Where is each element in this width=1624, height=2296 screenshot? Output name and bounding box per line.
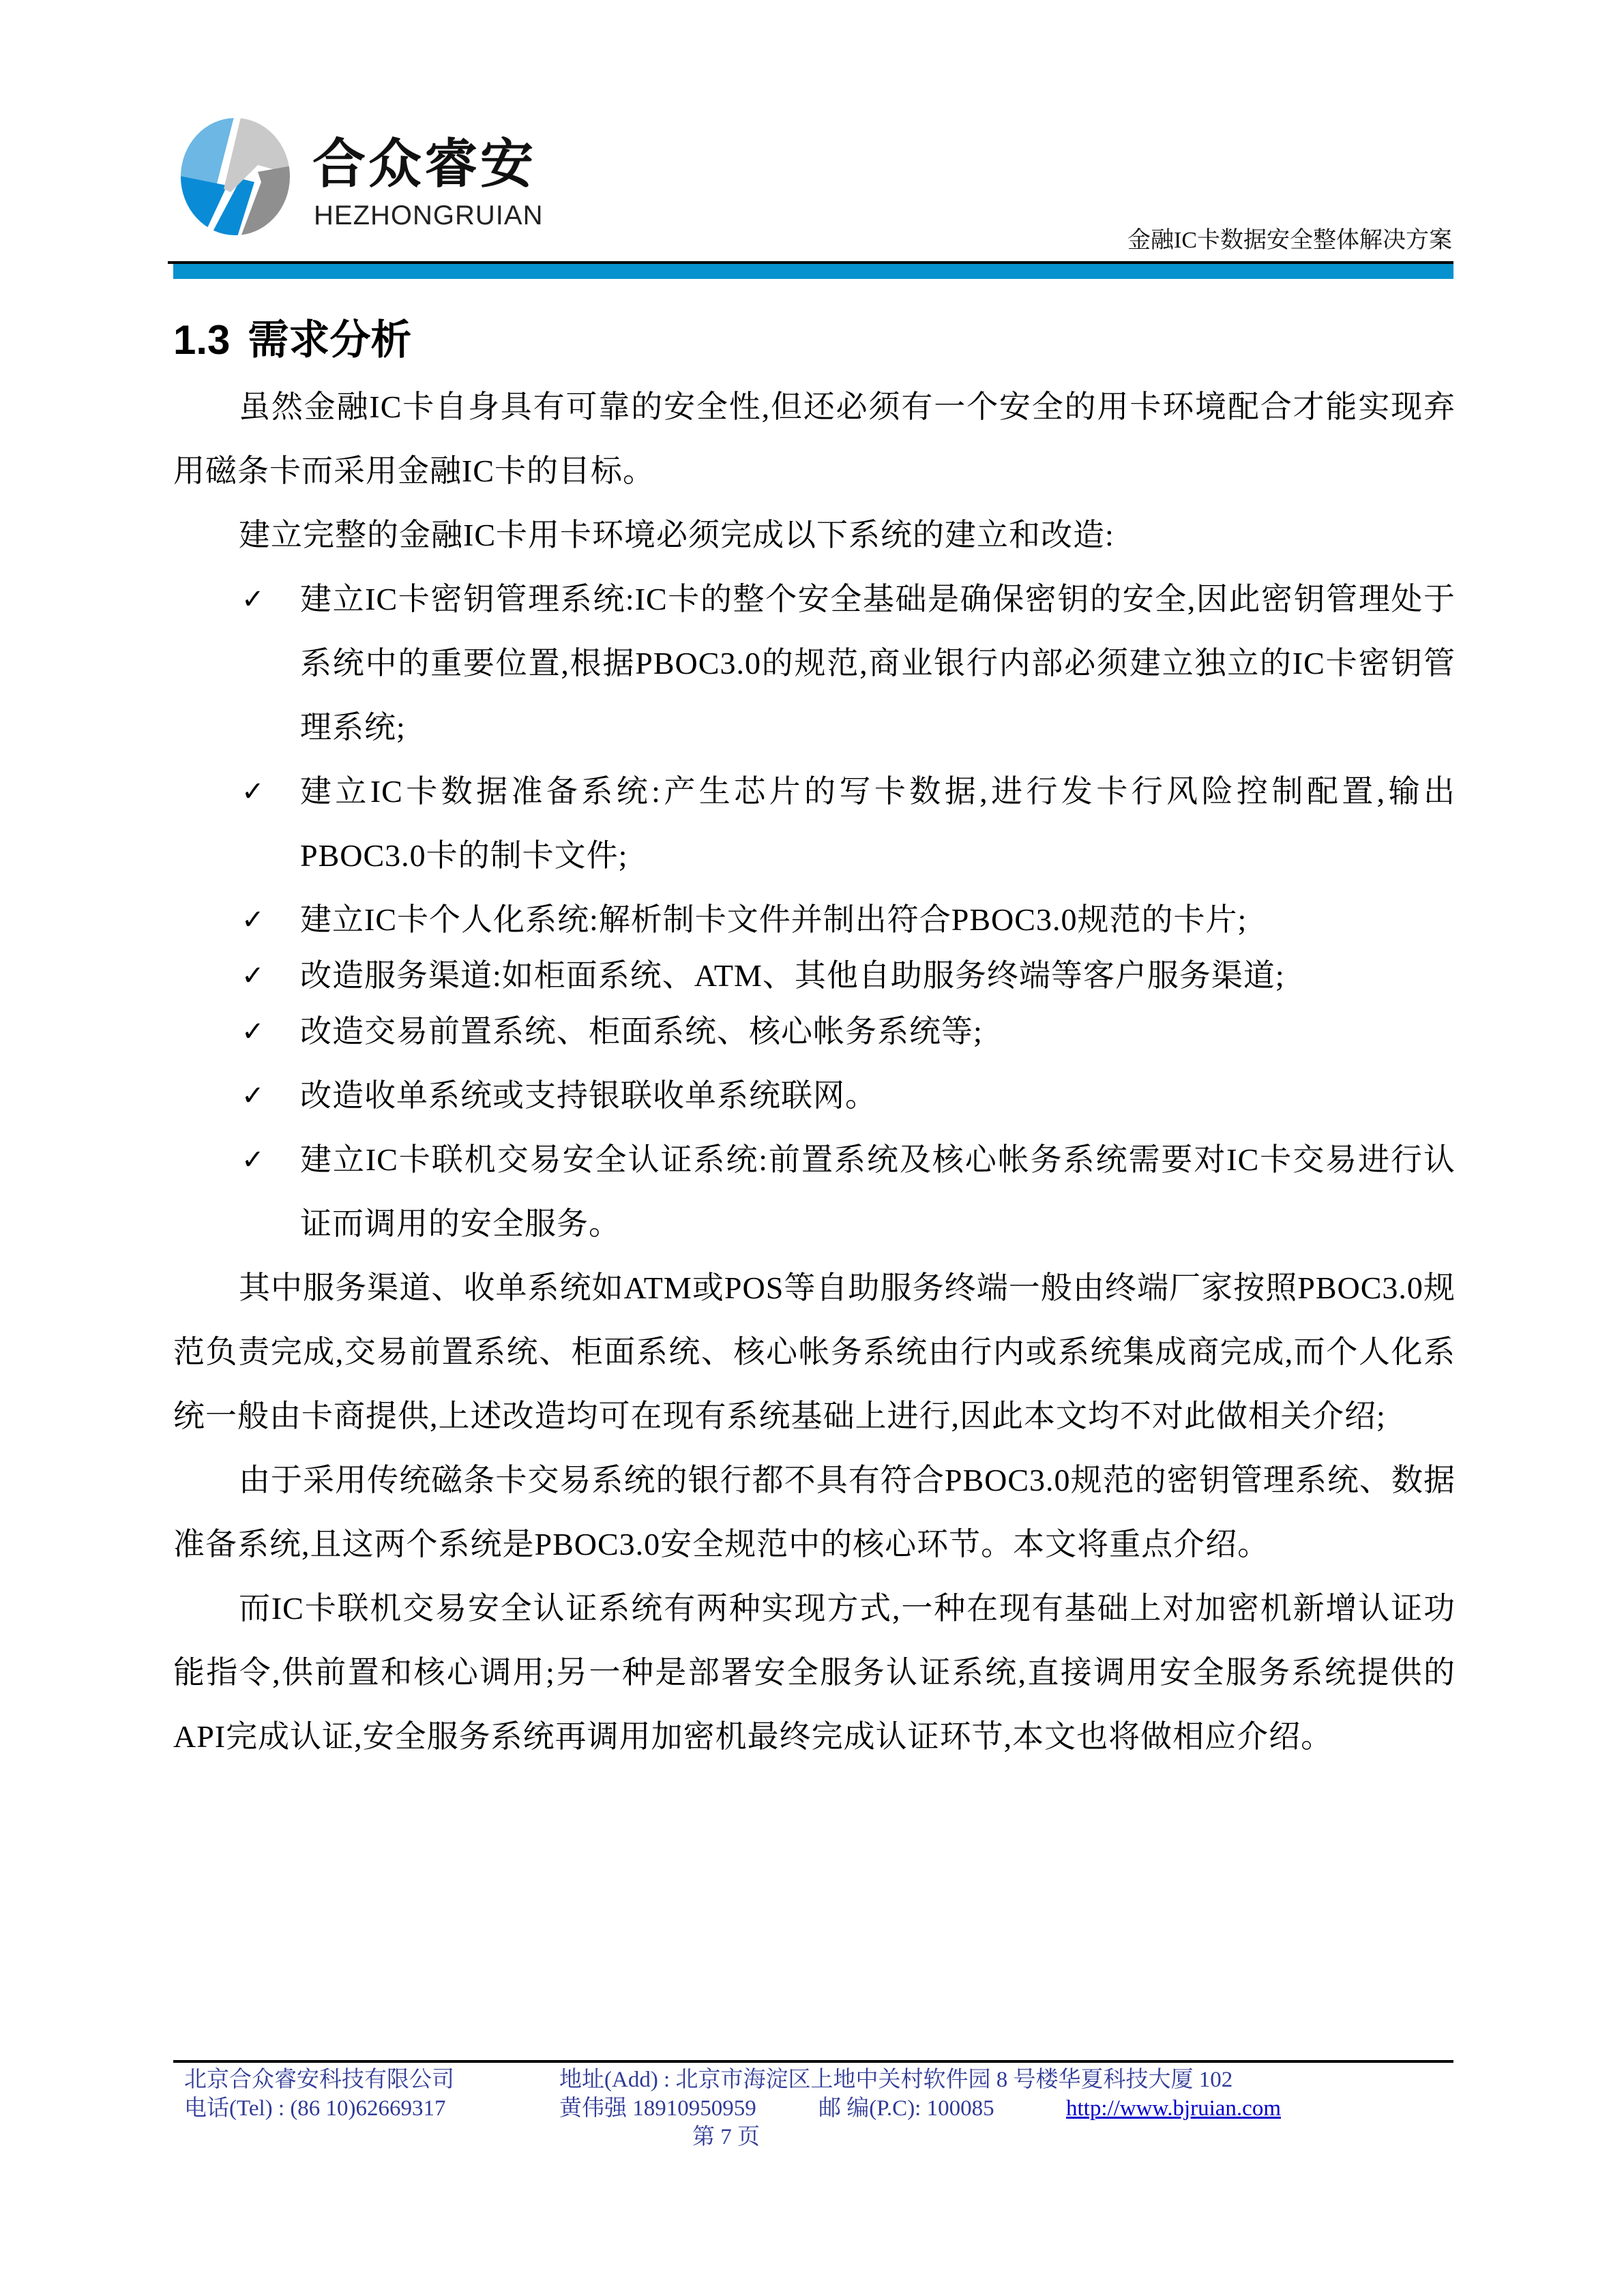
paragraph: 由于采用传统磁条卡交易系统的银行都不具有符合PBOC3.0规范的密钥管理系统、数据准备系统,且这两个系统是PBOC3.0安全规范中的核心环节。本文将重点介绍。 — [173, 1463, 1456, 1562]
checklist-item-text: 建立IC卡个人化系统:解析制卡文件并制出符合PBOC3.0规范的卡片; — [300, 902, 1247, 937]
checklist-item — [173, 896, 1456, 944]
checklist-item-text: 改造收单系统或支持银联收单系统联网。 — [300, 1078, 877, 1113]
footer-company: 北京合众睿安科技有限公司 — [184, 2068, 454, 2092]
brand-name-en: HEZHONGRUIAN — [314, 200, 544, 230]
paragraph: 建立完整的金融IC卡用卡环境必须完成以下系统的建立和改造: — [239, 518, 1114, 552]
checklist-item — [173, 952, 1456, 1000]
checkmark-icon: ✓ — [241, 904, 265, 936]
requirements-checklist — [173, 567, 1456, 1256]
paragraph: 虽然金融IC卡自身具有可靠的安全性,但还必须有一个安全的用卡环境配合才能实现弃用磁条卡而采用金融IC卡的目标。 — [173, 389, 1456, 488]
footer-address: 地址(Add) : 北京市海淀区上地中关村软件园 8 号楼华夏科技大厦 102 — [559, 2068, 1233, 2092]
checklist-item — [173, 1128, 1456, 1256]
brand-name-cn: 合众睿安 — [312, 134, 537, 195]
footer-postal-code: 邮 编(P.C): 100085 — [818, 2096, 994, 2121]
checklist-item-text: 建立IC卡联机交易安全认证系统:前置系统及核心帐务系统需要对IC卡交易进行认证而调用的安全服务。 — [300, 1142, 1456, 1241]
checkmark-icon: ✓ — [241, 1144, 265, 1176]
checklist-item-text: 建立IC卡数据准备系统:产生芯片的写卡数据,进行发卡行风险控制配置,输出PBOC3.0卡的制卡文件; — [300, 774, 1456, 873]
checkmark-icon: ✓ — [241, 776, 265, 807]
header-blue-bar — [173, 264, 1453, 279]
footer-rule — [173, 2060, 1453, 2063]
checkmark-icon: ✓ — [241, 1080, 265, 1112]
checklist-item — [173, 760, 1456, 888]
section-number: 1.3 — [173, 317, 231, 363]
checklist-item-text: 建立IC卡密钥管理系统:IC卡的整个安全基础是确保密钥的安全,因此密钥管理处于系统中的重要位置,根据PBOC3.0的规范,商业银行内部必须建立独立的IC卡密钥管理系统; — [300, 582, 1456, 745]
checklist-item — [173, 1008, 1456, 1056]
company-logo-icon — [176, 117, 295, 237]
checklist-item — [173, 567, 1456, 760]
checklist-item-text: 改造服务渠道:如柜面系统、ATM、其他自助服务终端等客户服务渠道; — [300, 958, 1285, 993]
main-content — [173, 300, 1456, 1769]
page-number: 第 7 页 — [692, 2125, 760, 2149]
section-title: 需求分析 — [248, 316, 412, 364]
document-title: 金融IC卡数据安全整体解决方案 — [1127, 228, 1452, 253]
footer-website-link[interactable]: http://www.bjruian.com — [1066, 2096, 1281, 2121]
footer-contact: 黄伟强 18910950959 — [559, 2096, 756, 2121]
paragraph: 而IC卡联机交易安全认证系统有两种实现方式,一种在现有基础上对加密机新增认证功能指令,供前置和核心调用;另一种是部署安全服务认证系统,直接调用安全服务系统提供的API完成认证,安全服务系统再调用加密机最终完成认证环节,本文也将做相应介绍。 — [173, 1591, 1456, 1754]
section-heading — [173, 310, 1456, 371]
checklist-item — [173, 1064, 1456, 1128]
checklist-item-text: 改造交易前置系统、柜面系统、核心帐务系统等; — [300, 1014, 983, 1049]
checkmark-icon: ✓ — [241, 960, 265, 992]
checkmark-icon: ✓ — [241, 1016, 265, 1047]
footer-telephone: 电话(Tel) : (86 10)62669317 — [184, 2096, 446, 2121]
checkmark-icon: ✓ — [241, 584, 265, 615]
paragraph: 其中服务渠道、收单系统如ATM或POS等自助服务终端一般由终端厂家按照PBOC3.0规范负责完成,交易前置系统、柜面系统、核心帐务系统由行内或系统集成商完成,而个人化系统一般由卡商提供,上述改造均可在现有系统基础上进行,因此本文均不对此做相关介绍; — [173, 1270, 1456, 1433]
